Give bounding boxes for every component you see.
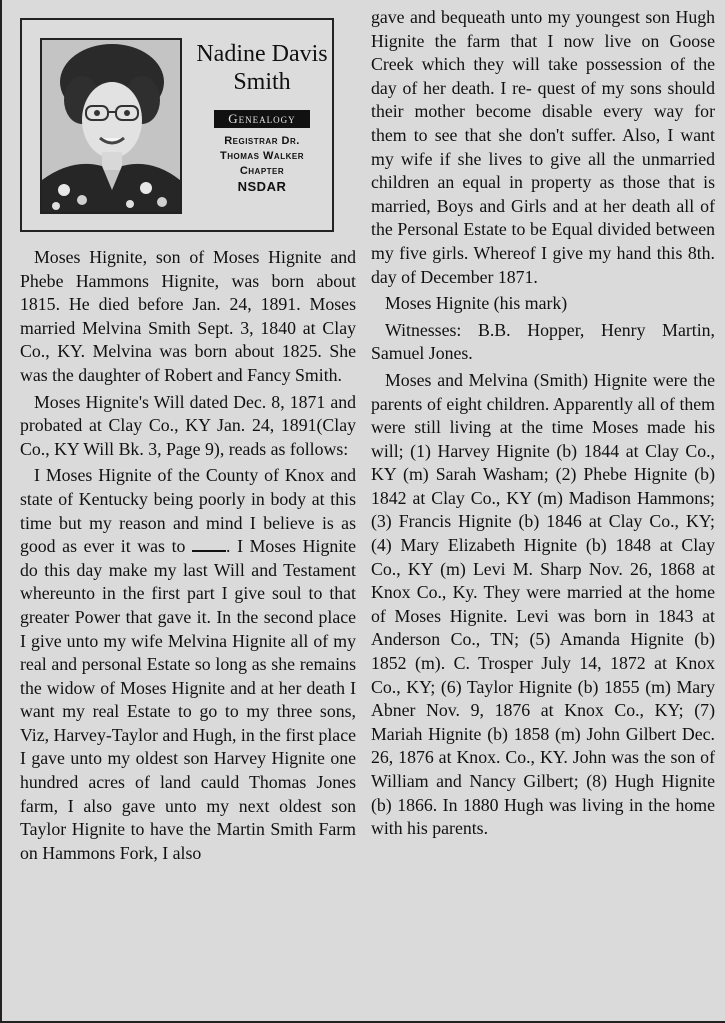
portrait-image — [42, 40, 180, 212]
will-text-paragraph — [20, 464, 356, 865]
author-name-line2: Smith — [233, 69, 291, 95]
author-photo — [40, 38, 182, 214]
credit-line: NSDAR — [237, 179, 287, 194]
signature-line: Moses Hignite (his mark) — [385, 293, 568, 314]
article-paragraph: Moses Hignite, son of Moses Hignite and Phebe Hammons Hignite, was born about 1815. He died before Jan. 24, 1891. Moses married Melvina Smith Sept. 3, 1840 at Clay Co., KY. Melvina was born about 1825. She was the daughter of Robert and Fancy Smith. — [20, 247, 356, 385]
column-title: Genealogy — [214, 110, 309, 128]
witnesses-line: Witnesses: B.B. Hopper, Henry Martin, Samuel Jones. — [371, 319, 715, 364]
right-column — [371, 6, 715, 844]
will-text-continued: gave and bequeath unto my youngest son Hugh Hignite the farm that I now live on Goose Creek which they will take possession of the day of her death. I re- quest of my sons should their mother become disable every way for them to see that she don't suffer. Also, I want my wife if she lives to give all the unmarried children an equal in property as those that is married, Boys and Girls and at her death all of the Personal Estate to be Equal divided between my five girls. Whereof I give my hand this 8th. day of December 1871. — [371, 7, 715, 287]
will-text-part: I Moses Hignite of the County of Knox and state of Kentucky being poorly in body at this time but my reason and mind I believe is as good as ever it was to — [20, 465, 356, 557]
credit-line: Registrar Dr. — [224, 135, 300, 147]
children-paragraph: Moses and Melvina (Smith) Hignite were the parents of eight children. Apparently all of them were still living at the time Moses made his will; (1) Harvey Hignite (b) 1844 at Clay Co., KY (m) Sarah Washam; (2) Phebe Hignite (b) 1842 at Clay Co., KY (m) Madison Hammons; (3) Francis Hignite (b) 1846 at Clay Co., KY; (4) Mary Elizabeth Hignite (b) 1848 at Clay Co., KY (m) Levi M. Sharp Nov. 26, 1868 at Knox Co., Ky. They were married at the home of Moses Hignite. Levi was born in 1843 at Anderson Co., TN; (5) Amanda Hignite (b) 1852 (m). C. Trosper July 14, 1872 at Knox Co., KY; (6) Taylor Hignite (b) 1855 (m) Mary Abner Nov. 9, 1876 at Knox Co., KY; (7) Mariah Hignite (b) 1858 (m) John Gilbert Dec. 26, 1876 at Knox. Co., KY. John was the son of William and Nancy Gilbert; (8) Hugh Hignite (b) 1866. In 1880 Hugh was living in the home with his parents. — [371, 369, 715, 839]
will-text-part: . I Moses Hignite do this day make my last Will and Testament whereunto in the first part I give soul to that greater Power that gave it. In the second place I give unto my wife Melvina Hignite all of my real and personal Estate so long as she remains the widow of Moses Hignite and at her death I want my real Estate to go to my three sons, Viz, Harvey-Taylor and Hugh, in the first place I gave unto my oldest son Harvey Hignite one hundred acres of land cauld Thomas Jones farm, I also gave unto my next oldest son Taylor Hignite to have the Martin Smith Farm on Hammons Fork, I also — [20, 536, 357, 863]
byline — [192, 40, 332, 194]
author-name-line1: Nadine Davis — [196, 41, 328, 67]
article-paragraph: Moses Hignite's Will dated Dec. 8, 1871 and probated at Clay Co., KY Jan. 24, 1891(Clay Co., KY Will Bk. 3, Page 9), reads as follows: — [20, 391, 356, 459]
credit-line: Chapter — [239, 165, 285, 177]
credit-line: Thomas Walker — [220, 150, 304, 162]
blank-line — [192, 536, 226, 552]
column-header — [20, 18, 334, 232]
author-credit — [192, 134, 332, 194]
left-column — [20, 18, 356, 868]
author-name — [192, 40, 332, 96]
